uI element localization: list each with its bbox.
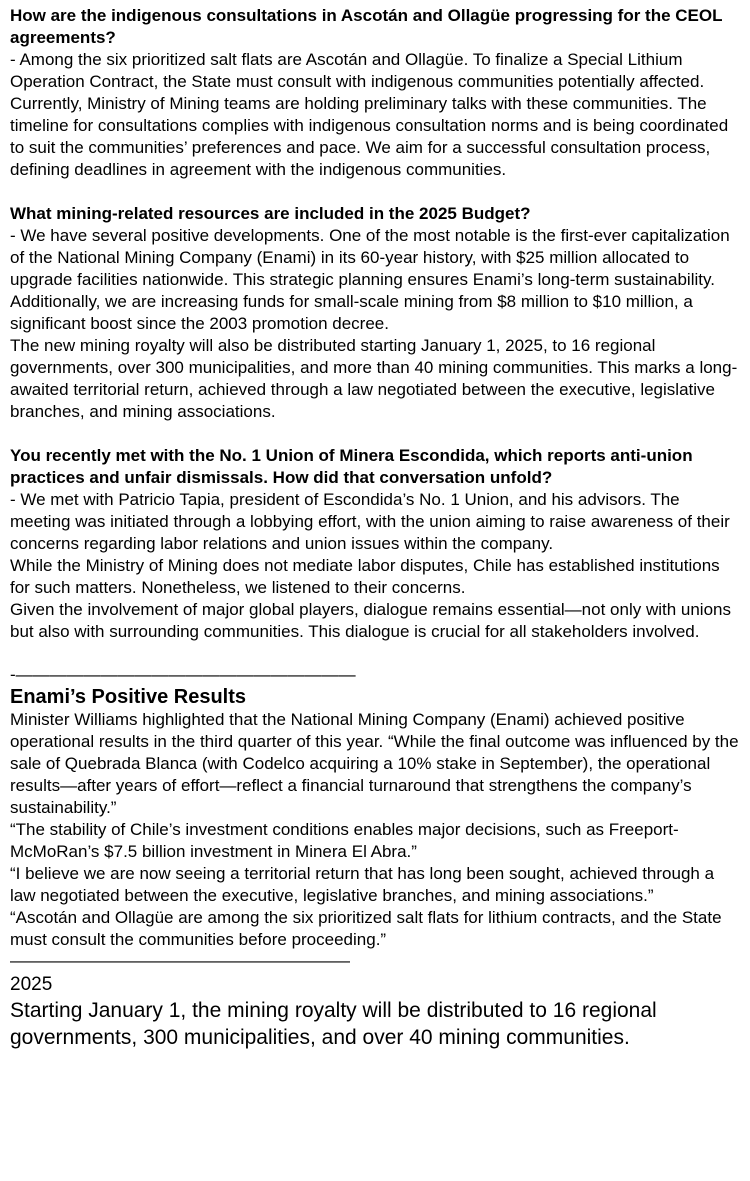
question-heading: What mining-related resources are included in the 2025 Budget? bbox=[10, 204, 531, 223]
answer-paragraph: - Among the six prioritized salt flats are Ascotán and Ollagüe. To finalize a Special Lithium Operation Contract, the State must consult with indigenous communities potentially affected. bbox=[10, 50, 705, 91]
question-heading: You recently met with the No. 1 Union of Minera Escondida, which reports anti-union practices and unfair dismissals. How did that conversation unfold? bbox=[10, 446, 693, 487]
question-heading: How are the indigenous consultations in Ascotán and Ollagüe progressing for the CEOL agreements? bbox=[10, 6, 723, 47]
answer-paragraph: While the Ministry of Mining does not mediate labor disputes, Chile has established institutions for such matters. Nonetheless, we listened to their concerns. bbox=[10, 556, 720, 597]
callout-2025 bbox=[10, 973, 741, 1051]
qa-block-budget bbox=[10, 203, 741, 423]
divider-line: ———————————————————— bbox=[10, 951, 350, 970]
divider-line: -———————————————————— bbox=[10, 665, 356, 684]
answer-paragraph: Currently, Ministry of Mining teams are holding preliminary talks with these communities. The timeline for consultations complies with indigenous consultation norms and is being coordinated to suit the communities’ preferences and pace. We aim for a successful consultation process, defining deadlines in agreement with the indigenous communities. bbox=[10, 94, 729, 179]
sidebar-paragraph: Minister Williams highlighted that the National Mining Company (Enami) achieved positive operational results in the third quarter of this year. “While the final outcome was influenced by the sale of Quebrada Blanca (with Codelco acquiring a 10% stake in September), the operational results—after years of effort—reflect a financial turnaround that strengthens the company’s sustainability.” bbox=[10, 710, 739, 817]
sidebar-paragraph: “Ascotán and Ollagüe are among the six prioritized salt flats for lithium contracts, and the State must consult the communities before proceeding.” bbox=[10, 908, 722, 949]
section-heading: Enami’s Positive Results bbox=[10, 686, 247, 708]
callout-text: Starting January 1, the mining royalty will be distributed to 16 regional governments, 300 municipalities, and over 40 mining communities. bbox=[10, 999, 657, 1049]
sidebar-paragraph: “The stability of Chile’s investment conditions enables major decisions, such as Freeport-McMoRan’s $7.5 billion investment in Minera El Abra.” bbox=[10, 820, 679, 861]
sidebar-paragraph: “I believe we are now seeing a territorial return that has long been sought, achieved through a law negotiated between the executive, legislative branches, and mining associations.” bbox=[10, 864, 715, 905]
answer-paragraph: - We have several positive developments. One of the most notable is the first-ever capitalization of the National Mining Company (Enami) in its 60-year history, with $25 million allocated to upgrade facilities nationwide. This strategic planning ensures Enami’s long-term sustainability. bbox=[10, 226, 730, 289]
callout-year: 2025 bbox=[10, 974, 53, 995]
sidebar-enami-results bbox=[10, 665, 741, 971]
answer-paragraph: Given the involvement of major global players, dialogue remains essential—not only with unions but also with surrounding communities. This dialogue is crucial for all stakeholders involved. bbox=[10, 600, 731, 641]
answer-paragraph: Additionally, we are increasing funds for small-scale mining from $8 million to $10 million, a significant boost since the 2003 promotion decree. bbox=[10, 292, 693, 333]
answer-paragraph: - We met with Patricio Tapia, president of Escondida’s No. 1 Union, and his advisors. The meeting was initiated through a lobbying effort, with the union aiming to raise awareness of their concerns regarding labor relations and union issues within the company. bbox=[10, 490, 730, 553]
qa-block-union bbox=[10, 445, 741, 643]
answer-paragraph: The new mining royalty will also be distributed starting January 1, 2025, to 16 regional governments, over 300 municipalities, and more than 40 mining communities. This marks a long-awaited territorial return, achieved through a law negotiated between the executive, legislative branches, and mining associations. bbox=[10, 336, 738, 421]
qa-block-consultations bbox=[10, 5, 741, 181]
